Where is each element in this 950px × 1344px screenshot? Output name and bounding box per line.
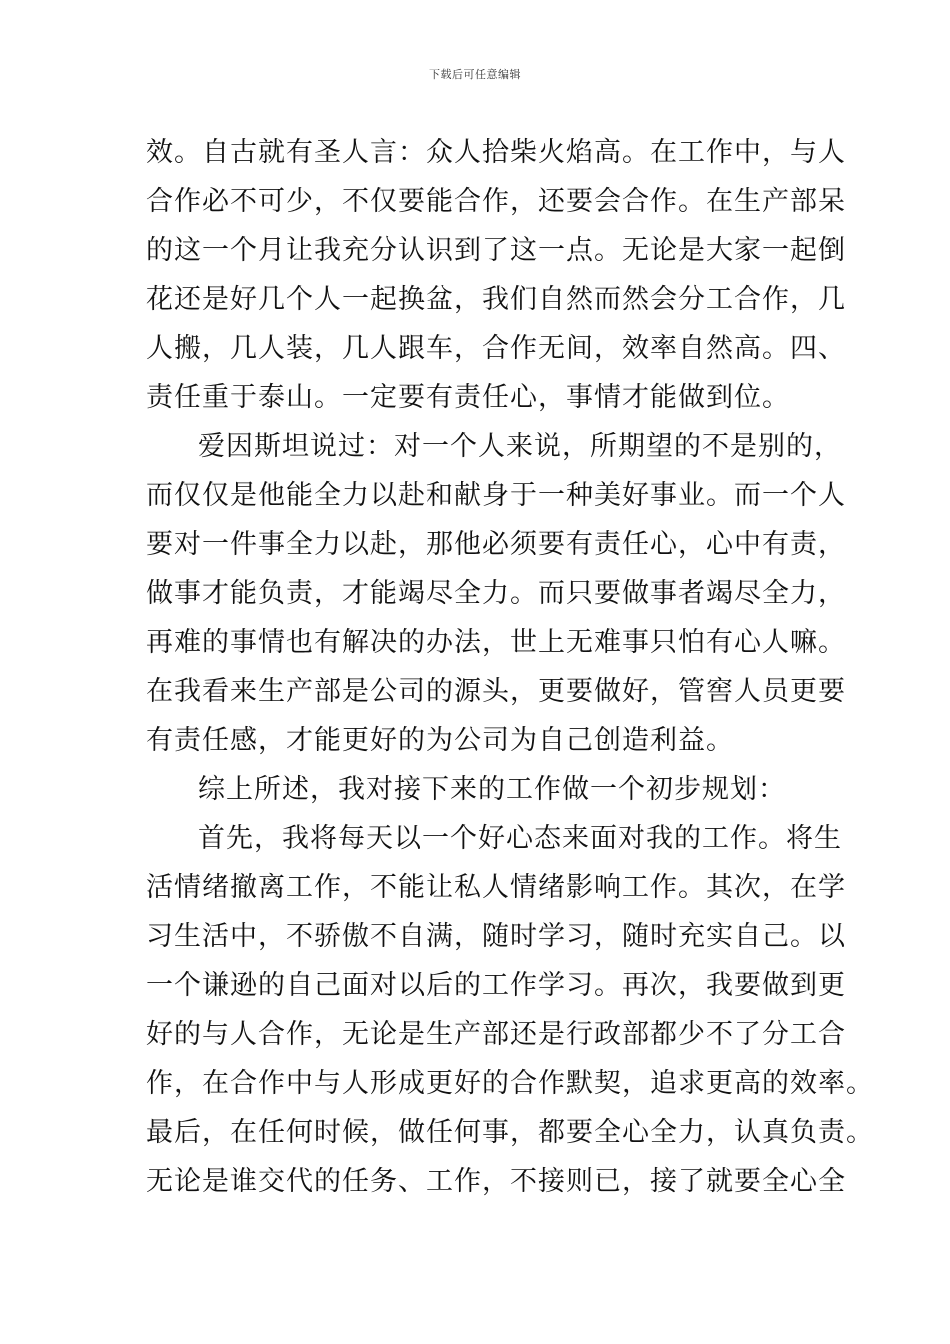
text-line: 无论是谁交代的任务、工作，不接则已，接了就要全心全 bbox=[146, 1166, 846, 1197]
text-line: 好的与人合作，无论是生产部还是行政部都少不了分工合 bbox=[146, 1019, 846, 1050]
text-line: 人搬，几人装，几人跟车，合作无间，效率自然高。四、 bbox=[146, 333, 846, 364]
text-line: 活情绪撤离工作，不能让私人情绪影响工作。其次，在学 bbox=[146, 872, 846, 903]
text-line: 要对一件事全力以赴，那他必须要有责任心，心中有责， bbox=[146, 529, 846, 560]
text-line: 习生活中，不骄傲不自满，随时学习，随时充实自己。以 bbox=[146, 921, 846, 952]
text-line: 作，在合作中与人形成更好的合作默契，追求更高的效率。 bbox=[146, 1068, 874, 1099]
text-line: 花还是好几个人一起换盆，我们自然而然会分工合作，几 bbox=[146, 284, 846, 315]
text-line: 而仅仅是他能全力以赴和献身于一种美好事业。而一个人 bbox=[146, 480, 846, 511]
text-line: 在我看来生产部是公司的源头，更要做好，管窖人员更要 bbox=[146, 676, 846, 707]
text-line: 再难的事情也有解决的办法，世上无难事只怕有心人嘛。 bbox=[146, 627, 846, 658]
text-line: 首先，我将每天以一个好心态来面对我的工作。将生 bbox=[198, 823, 842, 854]
text-line: 合作必不可少，不仅要能合作，还要会合作。在生产部呆 bbox=[146, 186, 846, 217]
text-line: 综上所述，我对接下来的工作做一个初步规划： bbox=[198, 774, 786, 805]
text-line: 做事才能负责，才能竭尽全力。而只要做事者竭尽全力， bbox=[146, 578, 846, 609]
text-line: 责任重于泰山。一定要有责任心，事情才能做到位。 bbox=[146, 382, 790, 413]
text-line: 效。自古就有圣人言：众人拾柴火焰高。在工作中，与人 bbox=[146, 137, 846, 168]
text-line: 一个谦逊的自己面对以后的工作学习。再次，我要做到更 bbox=[146, 970, 846, 1001]
text-line: 最后，在任何时候，做任何事，都要全心全力，认真负责。 bbox=[146, 1117, 874, 1148]
page-header: 下载后可任意编辑 bbox=[429, 68, 521, 81]
text-line: 有责任感，才能更好的为公司为自己创造利益。 bbox=[146, 725, 734, 756]
text-line: 的这一个月让我充分认识到了这一点。无论是大家一起倒 bbox=[146, 235, 846, 266]
text-line: 爱因斯坦说过：对一个人来说，所期望的不是别的， bbox=[198, 431, 842, 462]
document-body bbox=[146, 128, 874, 1206]
